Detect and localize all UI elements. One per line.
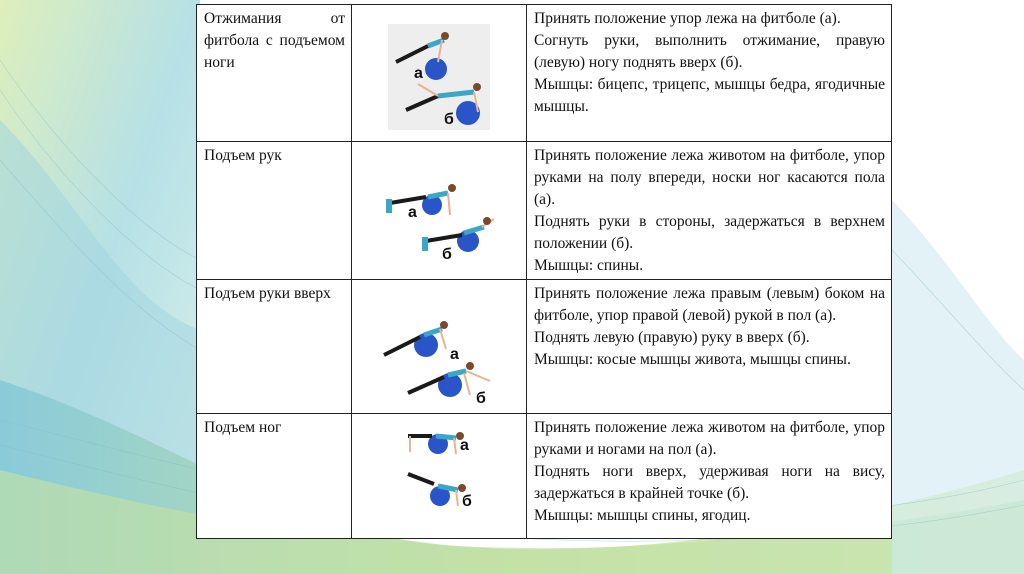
exercise-name: Подъем рук xyxy=(197,142,352,280)
exercise-image-cell xyxy=(352,280,527,414)
svg-text:б: б xyxy=(442,246,452,263)
exercise-name: Подъем ног xyxy=(197,414,352,539)
description-line: Мышцы: косые мышцы живота, мышцы спины. xyxy=(534,351,851,368)
exercise-table-container xyxy=(196,4,892,539)
arm-raise-illustration xyxy=(384,177,498,265)
description-line: Согнуть руки, выполнить отжимание, правую (левую) ногу поднять вверх (б). xyxy=(534,32,885,71)
description-line: Мышцы: бицепс, трицепс, мышцы бедра, ягодичные мышцы. xyxy=(534,76,885,115)
exercise-description xyxy=(527,5,892,142)
description-line: Принять положение лежа животом на фитболе, упор руками и ногами на пол (а). xyxy=(534,419,885,458)
exercise-image-cell xyxy=(352,142,527,280)
exercise-image-cell xyxy=(352,414,527,539)
table-row xyxy=(197,142,892,280)
description-line: Принять положение лежа животом на фитболе, упор руками на полу впереди, носки ног касаются пола (а). xyxy=(534,147,885,208)
svg-text:а: а xyxy=(408,204,417,221)
svg-text:а: а xyxy=(414,65,423,82)
description-line: Принять положение упор лежа на фитболе (а). xyxy=(534,10,841,27)
svg-text:б: б xyxy=(476,390,486,407)
exercise-table xyxy=(196,4,892,539)
description-line: Поднять ноги вверх, удерживая ноги на вису, задержаться в крайней точке (б). xyxy=(534,463,885,502)
svg-text:б: б xyxy=(462,493,472,510)
description-line: Мышцы: спины. xyxy=(534,257,644,274)
pushup-leg-raise-illustration xyxy=(388,24,490,130)
description-line: Поднять руки в стороны, задержаться в верхнем положении (б). xyxy=(534,213,885,252)
exercise-description xyxy=(527,142,892,280)
exercise-name: Отжимания от фитбола с подъемом ноги xyxy=(197,5,352,142)
exercise-name: Подъем руки вверх xyxy=(197,280,352,414)
table-row xyxy=(197,280,892,414)
description-line: Поднять левую (правую) руку в вверх (б). xyxy=(534,329,810,346)
exercise-description xyxy=(527,414,892,539)
description-line: Мышцы: мышцы спины, ягодиц. xyxy=(534,507,751,524)
description-line: Принять положение лежа правым (левым) боком на фитболе, упор правой (левой) рукой в пол (а). xyxy=(534,285,885,324)
svg-text:б: б xyxy=(444,111,454,128)
exercise-image-cell xyxy=(352,5,527,142)
svg-text:а: а xyxy=(460,437,469,454)
leg-raise-illustration xyxy=(404,418,476,510)
exercise-description xyxy=(527,280,892,414)
table-row xyxy=(197,414,892,539)
table-row xyxy=(197,5,892,142)
svg-text:а: а xyxy=(450,346,459,363)
side-arm-raise-illustration xyxy=(374,315,498,411)
